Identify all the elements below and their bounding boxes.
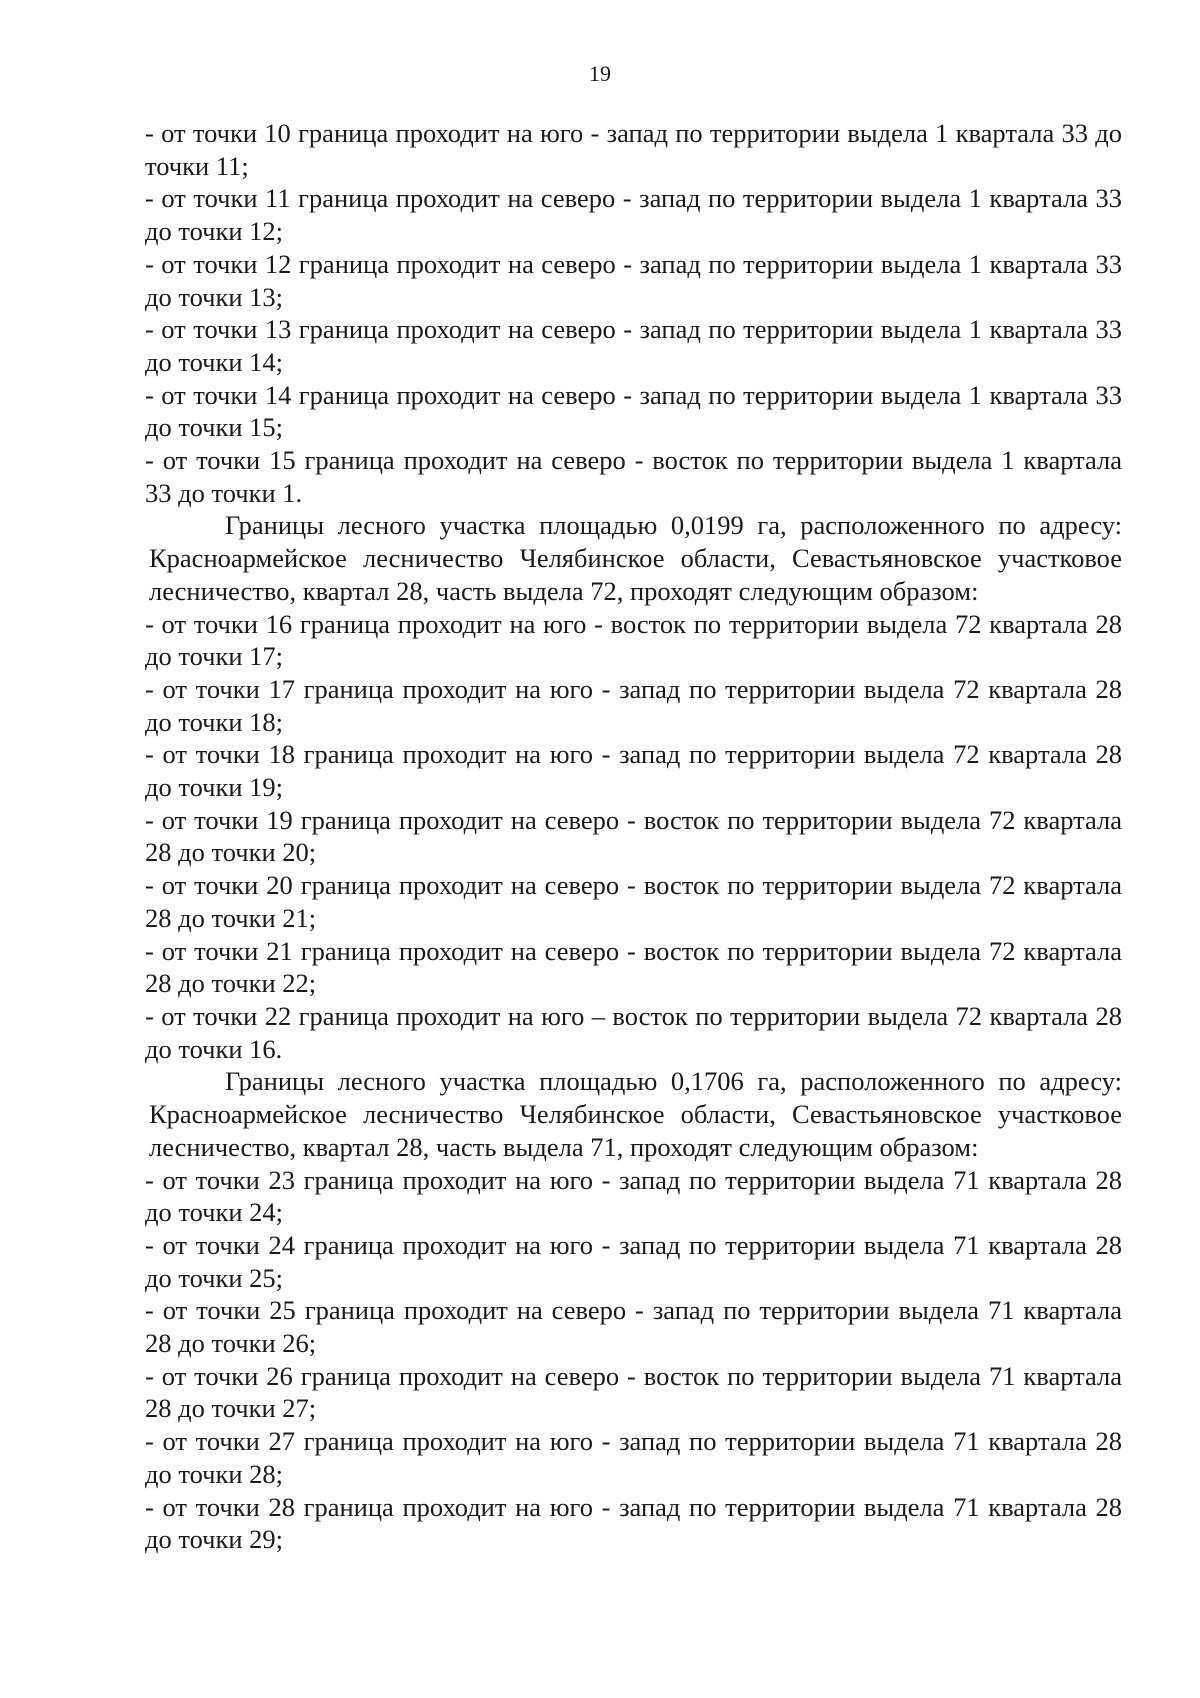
paragraph: - от точки 22 граница проходит на юго – восток по территории выдела 72 квартала 28 до точки 16. — [145, 1000, 1122, 1064]
paragraph: - от точки 14 граница проходит на северо - запад по территории выдела 1 квартала 33 до точки 15; — [145, 379, 1122, 443]
paragraph: - от точки 15 граница проходит на северо - восток по территории выдела 1 квартала 33 до точки 1. — [145, 445, 1122, 508]
section-paragraph: Границы лесного участка площадью 0,0199 га, расположенного по адресу: Красноармейское лесничество Челябинское области, Севастьяновское участковое лесничество, квартал 28, часть выдела 72, проходят следующим образом: — [149, 510, 1122, 606]
document-body — [145, 117, 1122, 1556]
paragraph: - от точки 13 граница проходит на северо - запад по территории выдела 1 квартала 33 до точки 14; — [145, 314, 1122, 377]
paragraph: - от точки 18 граница проходит на юго - запад по территории выдела 72 квартала 28 до точки 19; — [145, 739, 1122, 803]
page-number: 19 — [589, 61, 611, 86]
paragraph: - от точки 28 граница проходит на юго - запад по территории выдела 71 квартала 28 до точки 29; — [145, 1491, 1122, 1555]
paragraph: - от точки 24 граница проходит на юго - запад по территории выдела 71 квартала 28 до точки 25; — [145, 1229, 1122, 1293]
paragraph: - от точки 25 граница проходит на северо - запад по территории выдела 71 квартала 28 до точки 26; — [145, 1295, 1122, 1359]
paragraph: - от точки 10 граница проходит на юго - запад по территории выдела 1 квартала 33 до точки 11; — [145, 118, 1122, 181]
paragraph: - от точки 26 граница проходит на северо - восток по территории выдела 71 квартала 28 до точки 27; — [145, 1360, 1122, 1424]
paragraph: - от точки 27 граница проходит на юго - запад по территории выдела 71 квартала 28 до точки 28; — [145, 1426, 1122, 1489]
paragraph: - от точки 11 граница проходит на северо - запад по территории выдела 1 квартала 33 до точки 12; — [145, 183, 1122, 247]
paragraph: - от точки 23 граница проходит на юго - запад по территории выдела 71 квартала 28 до точки 24; — [145, 1164, 1122, 1228]
paragraph: - от точки 17 граница проходит на юго - запад по территории выдела 72 квартала 28 до точки 18; — [145, 673, 1122, 737]
paragraph: - от точки 20 граница проходит на северо - восток по территории выдела 72 квартала 28 до точки 21; — [145, 870, 1122, 933]
paragraph: - от точки 19 граница проходит на северо - восток по территории выдела 72 квартала 28 до точки 20; — [145, 804, 1122, 868]
section-paragraph: Границы лесного участка площадью 0,1706 га, расположенного по адресу: Красноармейское лесничество Челябинское области, Севастьяновское участковое лесничество, квартал 28, часть выдела 71, проходят следующим образом: — [149, 1066, 1122, 1162]
paragraph: - от точки 21 граница проходит на северо - восток по территории выдела 72 квартала 28 до точки 22; — [145, 935, 1122, 999]
paragraph: - от точки 16 граница проходит на юго - восток по территории выдела 72 квартала 28 до точки 17; — [145, 608, 1122, 672]
paragraph: - от точки 12 граница проходит на северо - запад по территории выдела 1 квартала 33 до точки 13; — [145, 248, 1122, 312]
